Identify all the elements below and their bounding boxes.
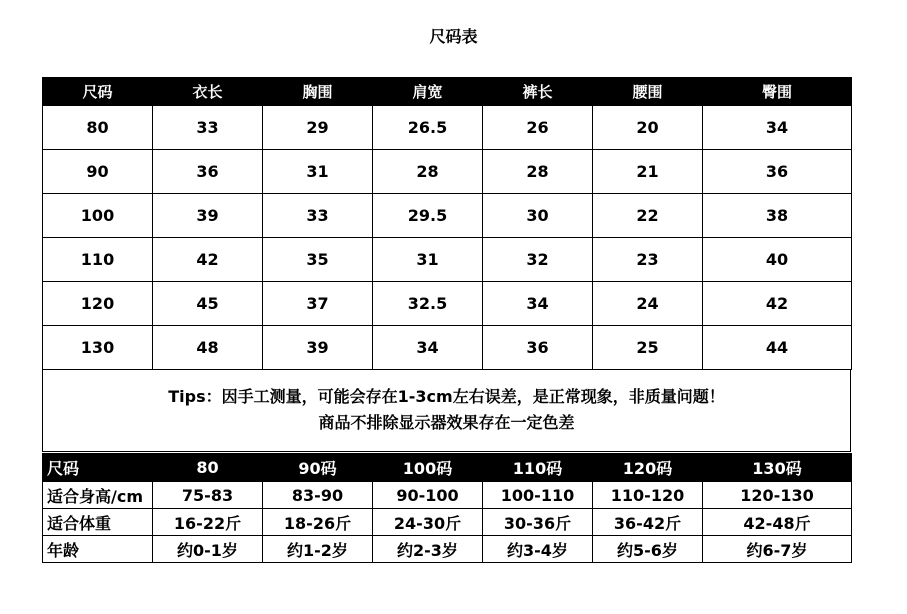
- table-row: [43, 326, 852, 370]
- table-cell: 约6-7岁: [703, 536, 852, 563]
- table-cell: 90-100: [373, 482, 483, 509]
- table-cell: 38: [703, 194, 852, 238]
- table-row: [43, 482, 852, 509]
- table-cell: 48: [153, 326, 263, 370]
- table-cell: 约2-3岁: [373, 536, 483, 563]
- table-cell: 28: [373, 150, 483, 194]
- table-cell: 约3-4岁: [483, 536, 593, 563]
- size-measurement-table: [42, 77, 852, 370]
- table-cell: 31: [373, 238, 483, 282]
- column-header: 110码: [483, 454, 593, 482]
- table-cell: 18-26斤: [263, 509, 373, 536]
- column-header: 120码: [593, 454, 703, 482]
- table-cell: 35: [263, 238, 373, 282]
- table-cell: 适合身高/cm: [43, 482, 153, 509]
- table-cell: 42: [153, 238, 263, 282]
- table-cell: 42-48斤: [703, 509, 852, 536]
- table-cell: 37: [263, 282, 373, 326]
- page-title: 尺码表: [429, 27, 478, 46]
- column-header: 尺码: [43, 78, 153, 106]
- table-cell: 39: [153, 194, 263, 238]
- tips-box: [42, 369, 851, 452]
- table-cell: 16-22斤: [153, 509, 263, 536]
- table-row: [43, 194, 852, 238]
- table-cell: 80: [43, 106, 153, 150]
- table-cell: 36: [703, 150, 852, 194]
- table-row: [43, 150, 852, 194]
- table-cell: 22: [593, 194, 703, 238]
- table-cell: 26: [483, 106, 593, 150]
- table-header-row: [43, 454, 852, 482]
- column-header: 尺码: [43, 454, 153, 482]
- size-fit-table: [42, 453, 852, 563]
- table-cell: 30-36斤: [483, 509, 593, 536]
- table-cell: 45: [153, 282, 263, 326]
- table-cell: 36: [483, 326, 593, 370]
- table-cell: 约1-2岁: [263, 536, 373, 563]
- table-cell: 适合体重: [43, 509, 153, 536]
- column-header: 裤长: [483, 78, 593, 106]
- table-cell: 约0-1岁: [153, 536, 263, 563]
- column-header: 衣长: [153, 78, 263, 106]
- table-cell: 21: [593, 150, 703, 194]
- table-header-row: [43, 78, 852, 106]
- column-header: 臀围: [703, 78, 852, 106]
- table-body: [43, 106, 852, 370]
- table-cell: 24: [593, 282, 703, 326]
- column-header: 90码: [263, 454, 373, 482]
- table-cell: 约5-6岁: [593, 536, 703, 563]
- table-cell: 31: [263, 150, 373, 194]
- table-cell: 44: [703, 326, 852, 370]
- table-cell: 83-90: [263, 482, 373, 509]
- table-cell: 110: [43, 238, 153, 282]
- table-cell: 39: [263, 326, 373, 370]
- table-cell: 120-130: [703, 482, 852, 509]
- table-row: [43, 536, 852, 563]
- table-cell: 29.5: [373, 194, 483, 238]
- table-cell: 30: [483, 194, 593, 238]
- table-cell: 75-83: [153, 482, 263, 509]
- table-cell: 29: [263, 106, 373, 150]
- table-cell: 23: [593, 238, 703, 282]
- tips-line-1: Tips：因手工测量，可能会存在1-3cm左右误差，是正常现象，非质量问题！: [168, 387, 725, 406]
- table-cell: 100-110: [483, 482, 593, 509]
- table-cell: 年龄: [43, 536, 153, 563]
- column-header: 80: [153, 454, 263, 482]
- table-row: [43, 106, 852, 150]
- table-cell: 33: [153, 106, 263, 150]
- table-cell: 90: [43, 150, 153, 194]
- table-cell: 42: [703, 282, 852, 326]
- tips-line-2: 商品不排除显示器效果存在一定色差: [318, 413, 575, 432]
- column-header: 130码: [703, 454, 852, 482]
- table-cell: 26.5: [373, 106, 483, 150]
- table-cell: 110-120: [593, 482, 703, 509]
- table-cell: 28: [483, 150, 593, 194]
- table-row: [43, 509, 852, 536]
- table-cell: 32.5: [373, 282, 483, 326]
- table-row: [43, 282, 852, 326]
- table-cell: 130: [43, 326, 153, 370]
- table-body: [43, 482, 852, 563]
- table-cell: 20: [593, 106, 703, 150]
- table-cell: 100: [43, 194, 153, 238]
- table-cell: 34: [483, 282, 593, 326]
- table-cell: 25: [593, 326, 703, 370]
- table-cell: 33: [263, 194, 373, 238]
- column-header: 腰围: [593, 78, 703, 106]
- column-header: 肩宽: [373, 78, 483, 106]
- column-header: 胸围: [263, 78, 373, 106]
- table-cell: 34: [373, 326, 483, 370]
- table-row: [43, 238, 852, 282]
- table-cell: 120: [43, 282, 153, 326]
- table-cell: 40: [703, 238, 852, 282]
- table-cell: 36-42斤: [593, 509, 703, 536]
- table-cell: 32: [483, 238, 593, 282]
- table-cell: 24-30斤: [373, 509, 483, 536]
- table-cell: 34: [703, 106, 852, 150]
- table-cell: 36: [153, 150, 263, 194]
- column-header: 100码: [373, 454, 483, 482]
